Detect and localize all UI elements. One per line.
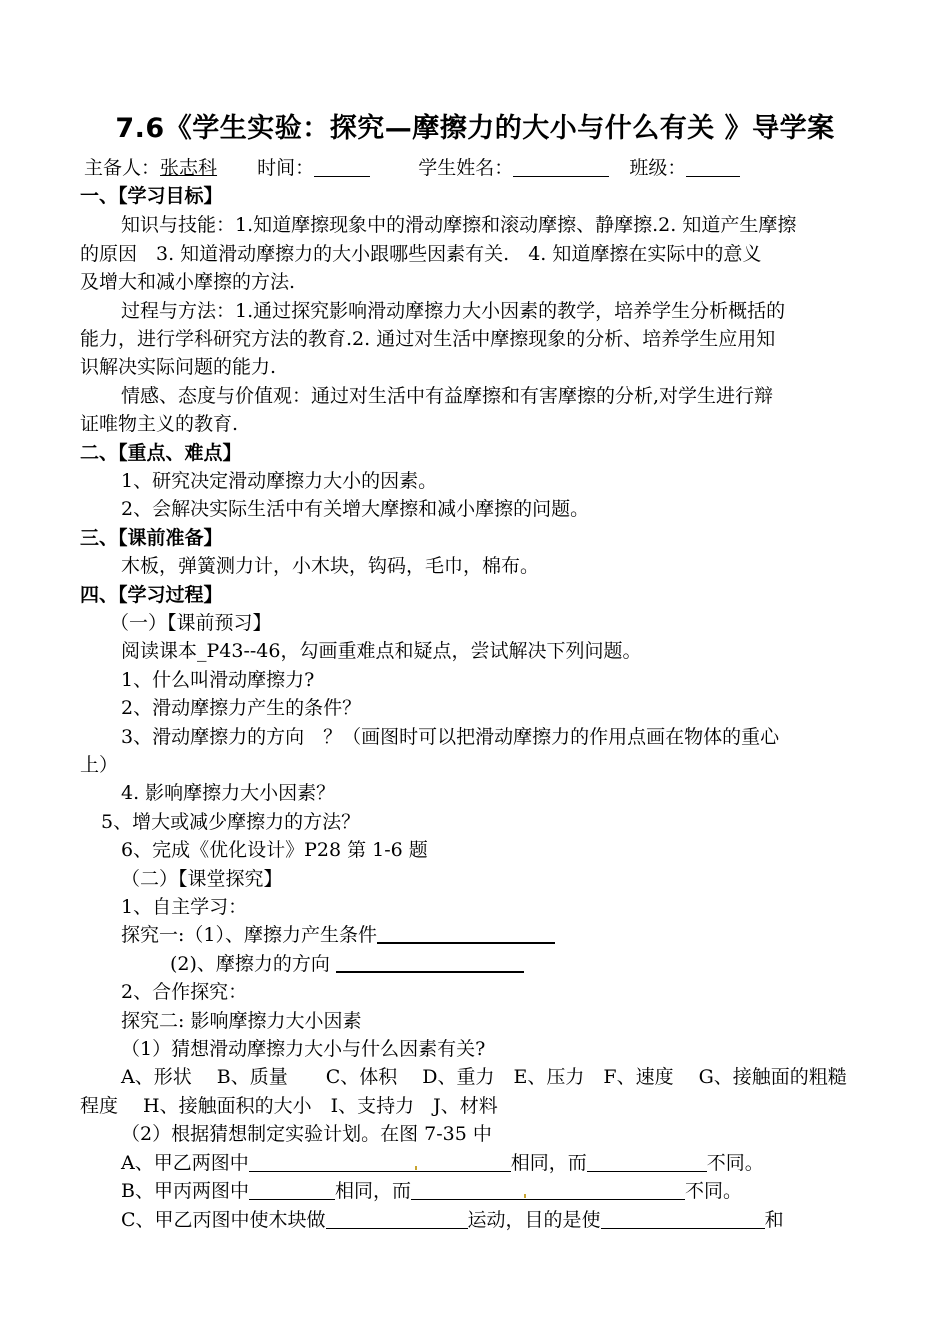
stray-mark xyxy=(415,1166,417,1170)
student-name-blank xyxy=(513,158,609,177)
compare-c-mid: 运动，目的是使 xyxy=(467,1209,601,1231)
compare-b-prefix: B、甲丙两图中 xyxy=(121,1180,249,1202)
preview-question-5: 5、增大或减少摩擦力的方法？ xyxy=(101,811,361,833)
preparer-label: 主备人： xyxy=(84,157,161,179)
preview-question-3: 3、滑动摩擦力的方向 ？（画图时可以把滑动摩擦力的作用点画在物体的重心 xyxy=(121,726,780,748)
compare-c-blank-2[interactable] xyxy=(601,1210,765,1229)
preview-heading: （一）【课前预习】 xyxy=(110,612,272,634)
section-heading-preparation: 三、【课前准备】 xyxy=(80,527,223,549)
options-line-1: A、形状 B、质量 C、体积 D、重力 E、压力 F、速度 G、接触面的粗糙 xyxy=(121,1066,847,1088)
options-line-2: 程度 H、接触面积的大小 I、支持力 J、材料 xyxy=(80,1095,498,1117)
compare-b-mid: 相同，而 xyxy=(334,1180,411,1202)
page-title: 7.6《学生实验：探究—摩擦力的大小与什么有关 》导学案 xyxy=(115,113,835,144)
compare-a-blank-1[interactable] xyxy=(249,1153,511,1172)
inquiry-one-q2 xyxy=(170,951,524,977)
time-label: 时间： xyxy=(257,157,315,179)
objectives-line-6: 识解决实际问题的能力. xyxy=(80,356,277,378)
time-blank xyxy=(314,158,370,177)
compare-a-end: 不同。 xyxy=(706,1152,764,1174)
plan-line: （2）根据猜想制定实验计划。在图 7-35 中 xyxy=(121,1123,492,1145)
preview-line-1: 阅读课本_P43--46，勾画重难点和疑点，尝试解决下列问题。 xyxy=(121,640,642,662)
inquiry-heading: （二）【课堂探究】 xyxy=(121,868,283,890)
preparer-name: 张志科 xyxy=(160,157,218,179)
compare-c-row xyxy=(121,1207,784,1233)
objectives-line-7: 情感、态度与价值观：通过对生活中有益摩擦和有害摩擦的分析,对学生进行辩 xyxy=(121,385,774,407)
objectives-line-2: 的原因 3. 知道滑动摩擦力的大小跟哪些因素有关. 4. 知道摩擦在实际中的意义 xyxy=(80,243,762,265)
section-heading-objectives: 一、【学习目标】 xyxy=(80,185,223,207)
objectives-line-8: 证唯物主义的教育. xyxy=(80,413,239,435)
inquiry-one-q2-text: (2)、摩擦力的方向 xyxy=(170,953,330,975)
section-heading-key-points: 二、【重点、难点】 xyxy=(80,442,242,464)
compare-b-blank-2[interactable] xyxy=(411,1181,685,1200)
header-row xyxy=(84,155,740,181)
preview-question-3-cont: 上） xyxy=(80,754,119,776)
compare-b-blank-1[interactable] xyxy=(249,1181,335,1200)
objectives-line-1: 知识与技能：1.知道摩擦现象中的滑动摩擦和滚动摩擦、静摩擦.2. 知道产生摩擦 xyxy=(121,214,797,236)
key-point-2: 2、会解决实际生活中有关增大摩擦和减小摩擦的问题。 xyxy=(121,498,590,520)
student-name-label: 学生姓名： xyxy=(418,157,514,179)
compare-c-end: 和 xyxy=(764,1209,784,1231)
compare-a-mid: 相同，而 xyxy=(510,1152,587,1174)
objectives-line-5: 能力，进行学科研究方法的教育.2. 通过对生活中摩擦现象的分析、培养学生应用知 xyxy=(80,328,776,350)
class-blank xyxy=(686,158,740,177)
compare-b-end: 不同。 xyxy=(684,1180,742,1202)
inquiry-two-title: 探究二: 影响摩擦力大小因素 xyxy=(121,1010,362,1032)
self-study-label: 1、自主学习： xyxy=(121,896,248,918)
preview-question-6: 6、完成《优化设计》P28 第 1-6 题 xyxy=(121,839,428,861)
class-label: 班级： xyxy=(629,157,687,179)
friction-direction-blank[interactable] xyxy=(336,953,524,973)
guess-question: （1）猜想滑动摩擦力大小与什么因素有关? xyxy=(121,1038,486,1060)
cooperative-label: 2、合作探究： xyxy=(121,981,248,1003)
compare-b-row xyxy=(121,1178,742,1204)
inquiry-one-q1 xyxy=(121,922,555,948)
compare-a-blank-2[interactable] xyxy=(587,1153,707,1172)
compare-c-prefix: C、甲乙丙图中使木块做 xyxy=(121,1209,326,1231)
objectives-line-4: 过程与方法：1.通过探究影响滑动摩擦力大小因素的教学，培养学生分析概括的 xyxy=(121,300,786,322)
materials-line: 木板，弹簧测力计，小木块，钩码，毛巾，棉布。 xyxy=(121,555,540,577)
stray-mark xyxy=(524,1194,526,1198)
inquiry-one-q1-text: 探究一:（1）、摩擦力产生条件 xyxy=(121,924,377,946)
preview-question-4: 4. 影响摩擦力大小因素？ xyxy=(121,782,336,804)
compare-a-row xyxy=(121,1150,764,1176)
key-point-1: 1、研究决定滑动摩擦力大小的因素。 xyxy=(121,470,438,492)
preview-question-1: 1、什么叫滑动摩擦力? xyxy=(121,669,315,691)
compare-c-blank-1[interactable] xyxy=(326,1210,468,1229)
objectives-line-3: 及增大和减小摩擦的方法. xyxy=(80,271,296,293)
compare-a-prefix: A、甲乙两图中 xyxy=(121,1152,249,1174)
friction-condition-blank[interactable] xyxy=(377,924,555,944)
preview-question-2: 2、滑动摩擦力产生的条件？ xyxy=(121,697,362,719)
section-heading-process: 四、【学习过程】 xyxy=(80,584,223,606)
